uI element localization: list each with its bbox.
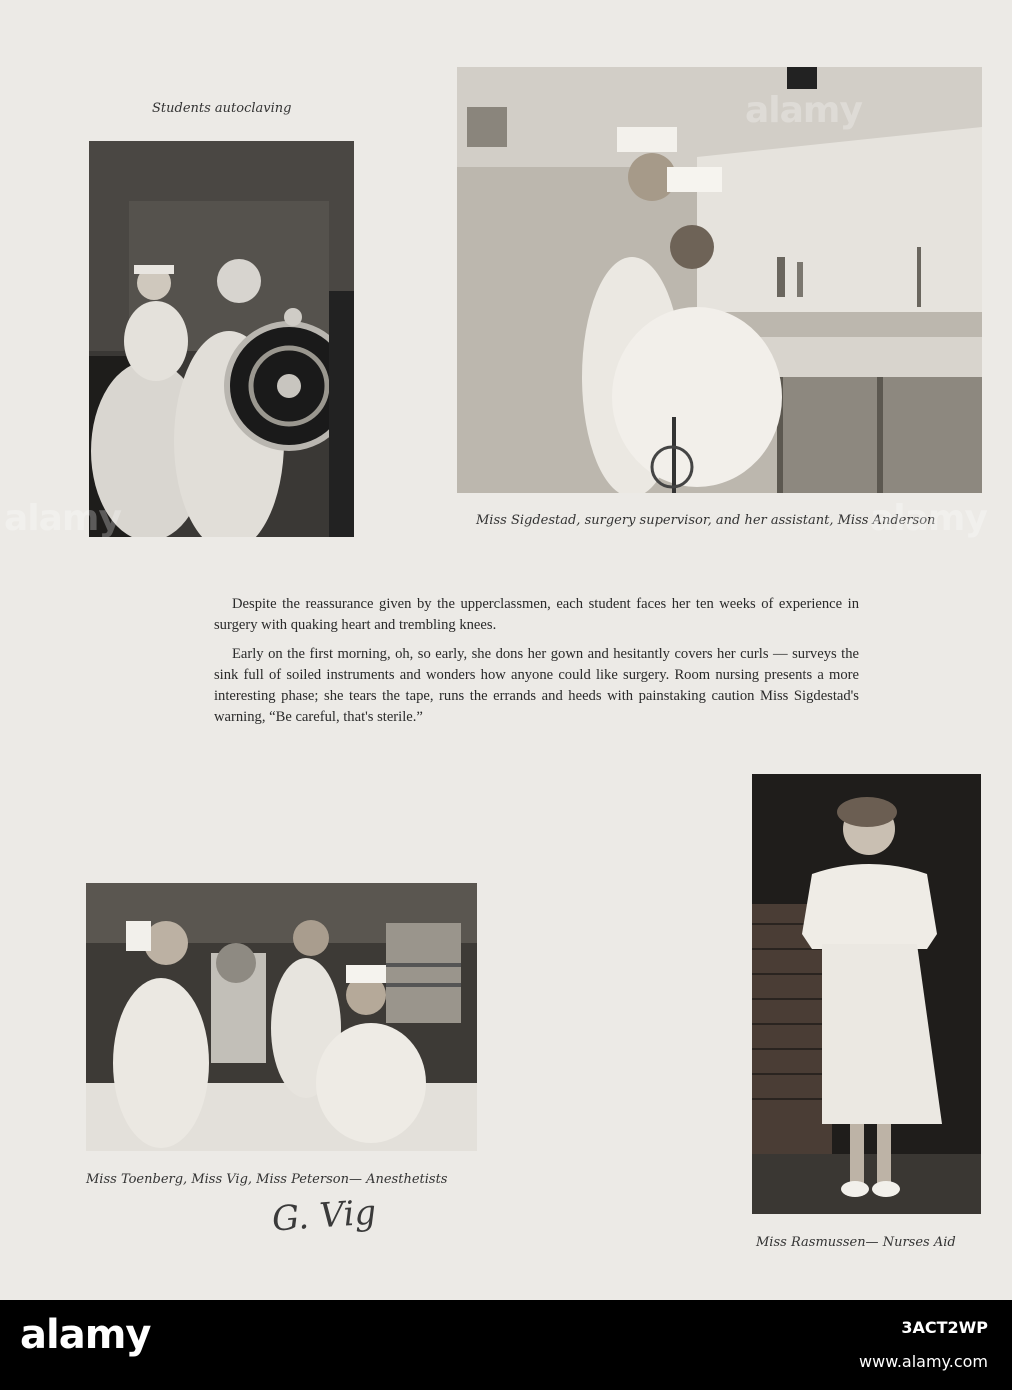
watermark-top: alamy <box>745 90 862 131</box>
handwritten-signature: G. Vig <box>270 1192 378 1240</box>
caption-students-autoclaving: Students autoclaving <box>152 101 292 116</box>
caption-nurses-aid: Miss Rasmussen— Nurses Aid <box>756 1235 956 1250</box>
stock-url: www.alamy.com <box>859 1352 988 1371</box>
image-id: 3ACT2WP <box>901 1318 988 1337</box>
watermark-right: alamy <box>870 498 987 539</box>
stock-logo: alamy <box>20 1312 151 1358</box>
watermark-left: alamy <box>4 498 121 539</box>
photo-nurses-aid <box>752 774 981 1214</box>
caption-anesthetists: Miss Toenberg, Miss Vig, Miss Peterson— Anesthetists <box>86 1172 448 1187</box>
caption-surgery-supervisor: Miss Sigdestad, surgery supervisor, and her assistant, Miss Anderson <box>476 513 936 528</box>
photo-students-autoclaving <box>89 141 354 537</box>
paragraph-1: Despite the reassurance given by the upperclassmen, each student faces her ten weeks of experience in surgery with quaking heart and trembling knees. <box>214 596 859 633</box>
photo-surgery-supervisor <box>457 67 982 493</box>
paragraph-2: Early on the first morning, oh, so early, she dons her gown and hesitantly covers her curls — surveys the sink full of soiled instruments and wonders how anyone could like surgery. Room nursing presents a more interesting phase; she tears the tape, runs the errands and heeds with painstaking caution Miss Sigdestad's warning, “Be careful, that's sterile.” <box>214 646 859 725</box>
photo-anesthetists <box>86 883 477 1151</box>
stock-footer <box>0 1300 1012 1390</box>
body-text <box>214 594 859 736</box>
